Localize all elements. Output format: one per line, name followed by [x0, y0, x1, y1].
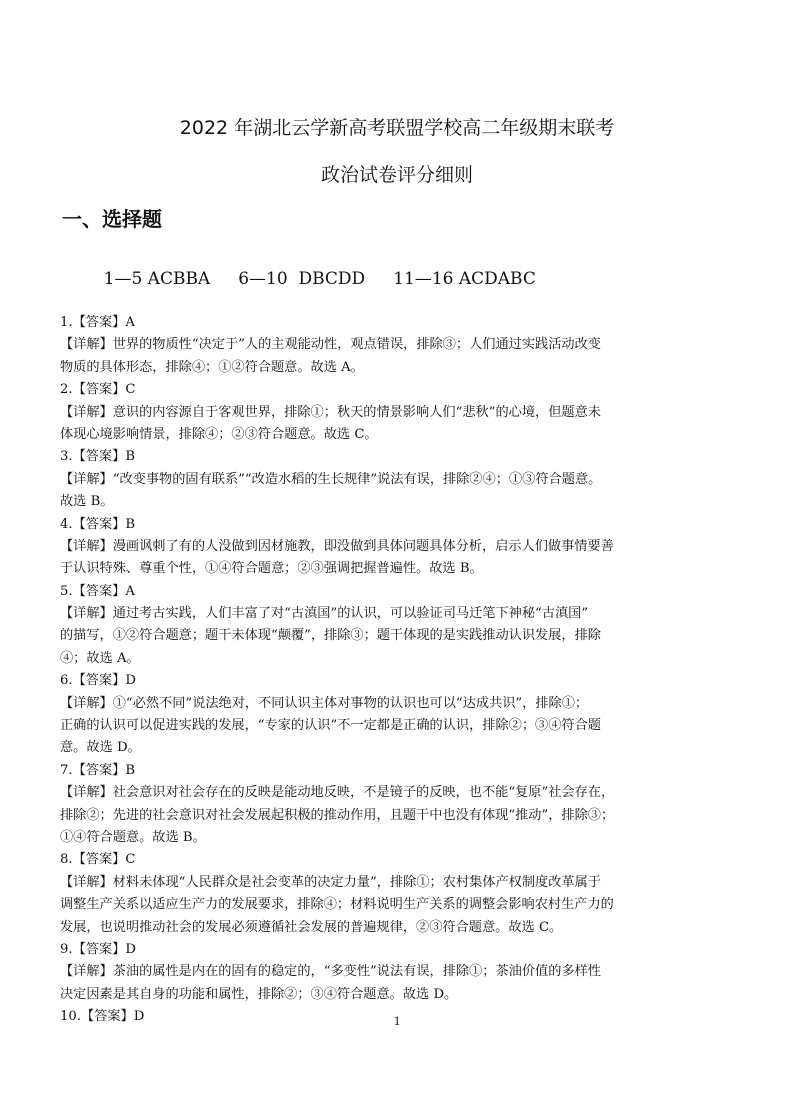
- text-line: 【详解】世界的物质性“决定于”人的主观能动性，观点错误，排除③；人们通过实践活动改变: [60, 337, 601, 353]
- section-heading: 一、选择题: [62, 207, 162, 231]
- text-line: 意。故选 D。: [60, 740, 141, 756]
- text-line: 9.【答案】D: [60, 941, 136, 957]
- text-line: 排除②；先进的社会意识对社会发展起积极的推动作用，且题干中也没有体现“推动”，排除③；: [60, 807, 615, 823]
- text-line: 1.【答案】A: [60, 315, 135, 330]
- page-number: 1: [393, 1013, 401, 1028]
- text-line: 的描写，①②符合题意；题干未体现“颠覆”，排除③；题干体现的是实践推动认识发展，排除: [60, 628, 601, 644]
- text-line: 【详解】材料未体现“人民群众是社会变革的决定力量”，排除①；农村集体产权制度改革属于: [60, 874, 601, 890]
- text-line: 3.【答案】B: [60, 449, 136, 465]
- text-line: 故选 B。: [60, 494, 114, 510]
- text-line: 决定因素是其自身的功能和属性，排除②；③④符合题意。故选 D。: [60, 986, 458, 1002]
- text-line: 【详解】意识的内容源自于客观世界，排除①；秋天的情景影响人们“悲秋”的心境，但题意未: [60, 404, 601, 420]
- text-line: 于认识特殊、尊重个性，①④符合题意；②③强调把握普遍性。故选 B。: [60, 561, 483, 577]
- text-line: 8.【答案】C: [60, 852, 136, 868]
- text-line: ①④符合题意。故选 B。: [60, 829, 206, 845]
- answer-key-group: 1—5 ACBBA: [103, 269, 211, 289]
- text-line: 物质的具体形态，排除④；①②符合题意。故选 A。: [60, 359, 364, 375]
- answer-key: [82, 249, 564, 309]
- text-line: 6.【答案】D: [60, 673, 136, 689]
- document-title: 2022 年湖北云学新高考联盟学校高二年级期末联考: [179, 117, 615, 139]
- answer-key-group: 11—16 ACDABC: [393, 269, 536, 289]
- text-line: 【详解】漫画讽刺了有的人没做到因材施教，即没做到具体问题具体分析，启示人们做事情要善: [60, 538, 614, 554]
- text-line: 正确的认识可以促进实践的发展，“专家的认识”不一定都是正确的认识，排除②；③④符合题: [60, 718, 601, 734]
- answer-key-group: 6—10 DBCDD: [238, 269, 366, 289]
- text-line: 【详解】①“必然不同”说法绝对，不同认识主体对事物的认识也可以“达成共识”，排除①；: [60, 695, 589, 711]
- text-line: 【详解】通过考古实践，人们丰富了对“古滇国”的认识，可以验证司马迁笔下神秘“古滇国”: [60, 606, 589, 622]
- text-line: 10.【答案】D: [60, 1009, 145, 1025]
- explanation-body: [60, 312, 760, 1029]
- text-line: 体现心境影响情景，排除④；②③符合题意。故选 C。: [60, 426, 378, 442]
- text-line: 【详解】“改变事物的固有联系”“改造水稻的生长规律”说法有误，排除②④；①③符合题意。: [60, 471, 602, 487]
- text-line: 【详解】社会意识对社会存在的反映是能动地反映，不是镜子的反映，也不能“复原”社会存在，: [60, 785, 615, 801]
- text-line: 4.【答案】B: [60, 516, 136, 532]
- text-line: 调整生产关系以适应生产力的发展要求，排除④；材料说明生产关系的调整会影响农村生产力的: [60, 897, 614, 913]
- document-subtitle: 政治试卷评分细则: [320, 164, 473, 186]
- text-line: 发展，也说明推动社会的发展必须遵循社会发展的普遍规律，②③符合题意。故选 C。: [60, 919, 563, 935]
- text-line: 7.【答案】B: [60, 762, 136, 778]
- text-line: 2.【答案】C: [60, 382, 136, 398]
- text-line: 5.【答案】A: [60, 583, 135, 599]
- text-line: 【详解】茶油的属性是内在的固有的稳定的，“多变性”说法有误，排除①；茶油价值的多样性: [60, 964, 601, 980]
- text-line: ④；故选 A。: [60, 650, 140, 666]
